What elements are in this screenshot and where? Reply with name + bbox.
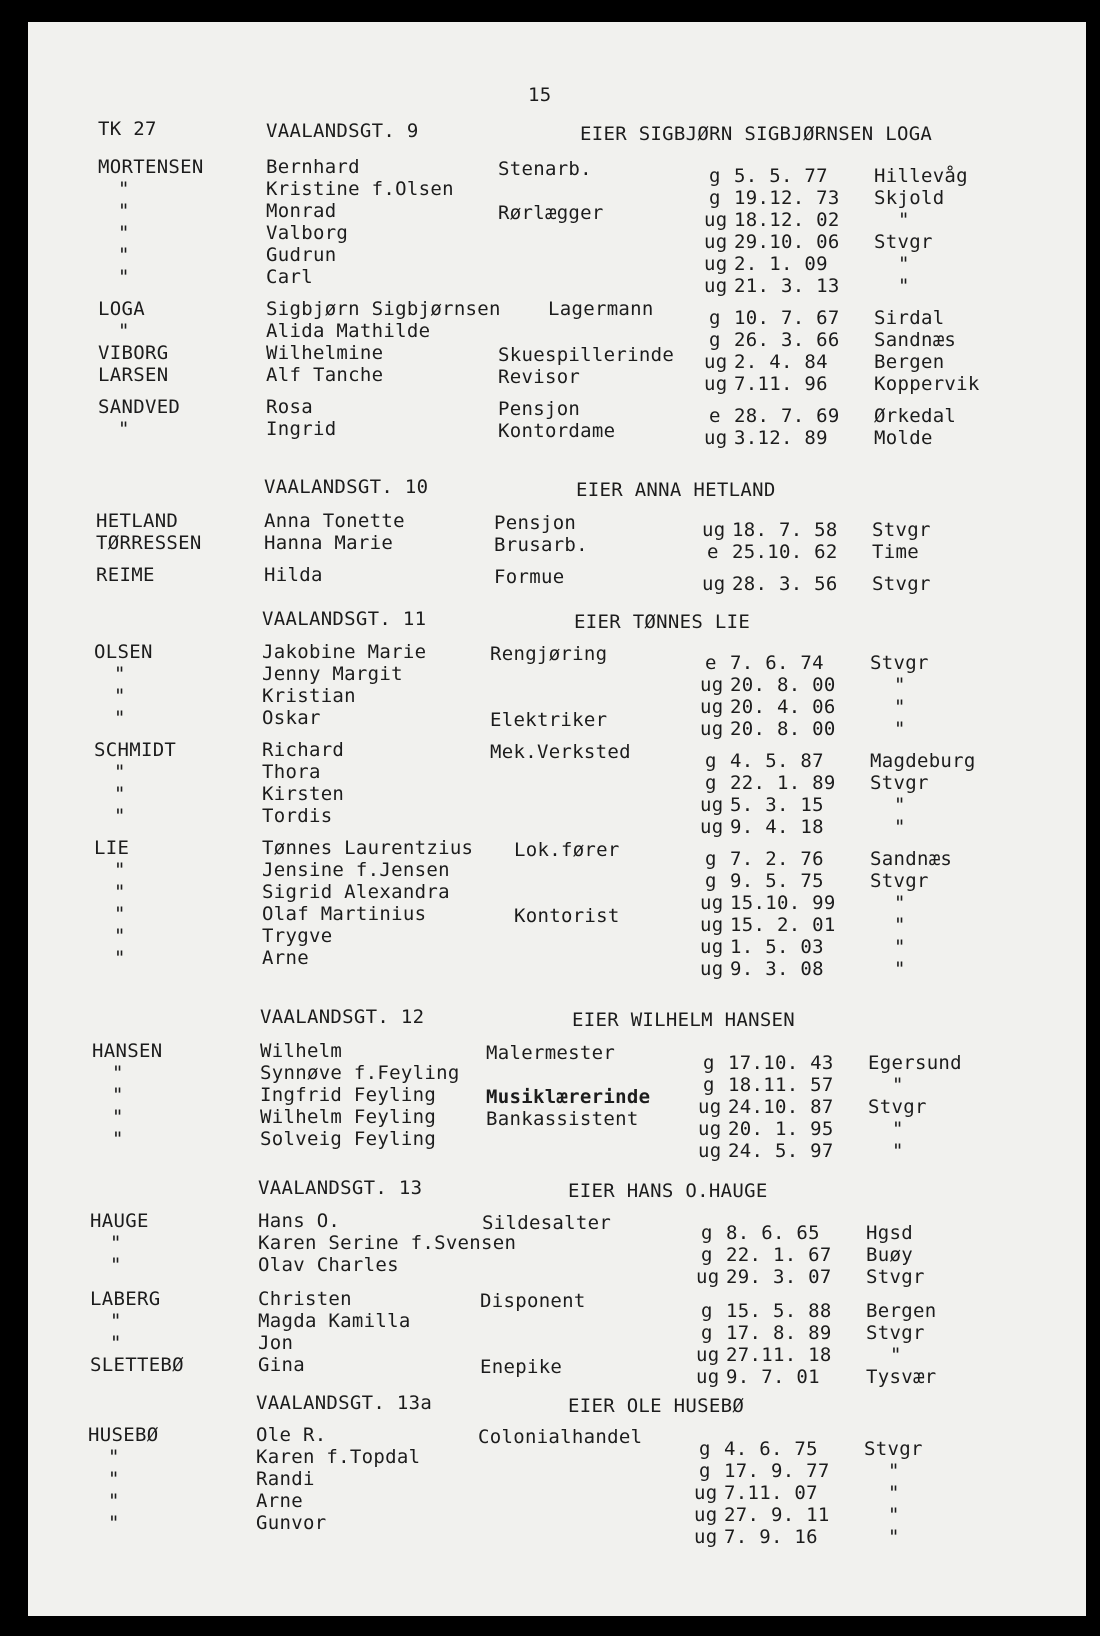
- resident-birthplace: Koppervik: [874, 373, 980, 395]
- resident-marital-status: ug: [700, 794, 724, 816]
- resident-surname: TØRRESSEN: [96, 532, 202, 554]
- resident-birthplace: ": [894, 696, 906, 718]
- resident-occupation: Brusarb.: [494, 534, 588, 556]
- resident-occupation: Sildesalter: [482, 1212, 612, 1234]
- resident-surname: ": [110, 1332, 122, 1354]
- resident-marital-status: ug: [700, 936, 724, 958]
- resident-birth-date: 4. 5. 87: [730, 750, 824, 772]
- resident-surname: ": [114, 859, 126, 881]
- resident-surname: MORTENSEN: [98, 156, 204, 178]
- resident-birth-date: 7. 9. 16: [724, 1526, 818, 1548]
- resident-surname: ": [118, 320, 130, 342]
- resident-marital-status: g: [703, 1052, 715, 1074]
- resident-surname: ": [112, 1084, 124, 1106]
- resident-surname: ": [114, 947, 126, 969]
- resident-birth-date: 9. 4. 18: [730, 816, 824, 838]
- resident-birthplace: ": [894, 718, 906, 740]
- owner-label: EIER TØNNES LIE: [574, 611, 751, 633]
- resident-birth-date: 21. 3. 13: [734, 275, 840, 297]
- resident-marital-status: g: [705, 750, 717, 772]
- resident-name: Jensine f.Jensen: [262, 859, 450, 881]
- resident-birthplace: ": [894, 674, 906, 696]
- resident-name: Alf Tanche: [266, 364, 384, 386]
- resident-birthplace: Skjold: [874, 187, 945, 209]
- resident-marital-status: ug: [700, 816, 724, 838]
- resident-birth-date: 7. 6. 74: [730, 652, 824, 674]
- resident-surname: ": [112, 1128, 124, 1150]
- resident-marital-status: ug: [700, 696, 724, 718]
- resident-occupation: Rørlægger: [498, 202, 604, 224]
- resident-birthplace: ": [894, 936, 906, 958]
- resident-name: Kristian: [262, 685, 356, 707]
- resident-surname: ": [108, 1446, 120, 1468]
- resident-marital-status: g: [703, 1074, 715, 1096]
- resident-marital-status: ug: [696, 1266, 720, 1288]
- resident-name: Wilhelm Feyling: [260, 1106, 437, 1128]
- resident-surname: ": [108, 1512, 120, 1534]
- resident-name: Trygve: [262, 925, 333, 947]
- resident-birth-date: 10. 7. 67: [734, 307, 840, 329]
- resident-surname: HANSEN: [92, 1040, 163, 1062]
- resident-birth-date: 28. 7. 69: [734, 405, 840, 427]
- resident-name: Ole R.: [256, 1424, 327, 1446]
- resident-name: Thora: [262, 761, 321, 783]
- resident-birth-date: 9. 3. 08: [730, 958, 824, 980]
- resident-birthplace: Magdeburg: [870, 750, 976, 772]
- street-address: VAALANDSGT. 13: [258, 1177, 423, 1199]
- resident-marital-status: ug: [698, 1096, 722, 1118]
- owner-label: EIER OLE HUSEBØ: [568, 1395, 745, 1417]
- resident-birth-date: 17. 9. 77: [724, 1460, 830, 1482]
- street-address: VAALANDSGT. 10: [264, 476, 429, 498]
- resident-marital-status: g: [705, 772, 717, 794]
- resident-marital-status: ug: [700, 892, 724, 914]
- resident-birth-date: 27. 9. 11: [724, 1504, 830, 1526]
- resident-birthplace: ": [890, 1344, 902, 1366]
- resident-surname: VIBORG: [98, 342, 169, 364]
- owner-label: EIER WILHELM HANSEN: [572, 1009, 796, 1031]
- resident-occupation: Stenarb.: [498, 158, 592, 180]
- resident-name: Alida Mathilde: [266, 320, 431, 342]
- resident-marital-status: ug: [700, 718, 724, 740]
- resident-birthplace: Molde: [874, 427, 933, 449]
- resident-name: Ingfrid Feyling: [260, 1084, 437, 1106]
- resident-marital-status: g: [701, 1244, 713, 1266]
- resident-surname: ": [108, 1468, 120, 1490]
- resident-surname: ": [114, 903, 126, 925]
- resident-birthplace: Sirdal: [874, 307, 945, 329]
- resident-name: Carl: [266, 266, 313, 288]
- resident-surname: SCHMIDT: [94, 739, 177, 761]
- resident-name: Olaf Martinius: [262, 903, 427, 925]
- resident-birthplace: Tysvær: [866, 1366, 937, 1388]
- resident-surname: ": [118, 266, 130, 288]
- resident-occupation: Mek.Verksted: [490, 741, 631, 763]
- resident-birth-date: 27.11. 18: [726, 1344, 832, 1366]
- resident-birthplace: Egersund: [868, 1052, 962, 1074]
- resident-birth-date: 25.10. 62: [732, 541, 838, 563]
- resident-marital-status: g: [709, 165, 721, 187]
- resident-birthplace: ": [892, 1140, 904, 1162]
- resident-birthplace: Time: [872, 541, 919, 563]
- resident-marital-status: g: [705, 870, 717, 892]
- street-address: VAALANDSGT. 12: [260, 1006, 425, 1028]
- resident-name: Wilhelmine: [266, 342, 384, 364]
- owner-label: EIER HANS O.HAUGE: [568, 1180, 768, 1202]
- resident-surname: ": [108, 1490, 120, 1512]
- resident-name: Ingrid: [266, 418, 337, 440]
- resident-marital-status: g: [709, 329, 721, 351]
- resident-marital-status: e: [705, 652, 717, 674]
- resident-surname: ": [114, 707, 126, 729]
- resident-marital-status: g: [705, 848, 717, 870]
- district-label: TK 27: [98, 118, 157, 140]
- resident-marital-status: e: [709, 405, 721, 427]
- resident-name: Karen f.Topdal: [256, 1446, 421, 1468]
- resident-birthplace: ": [888, 1482, 900, 1504]
- resident-birthplace: ": [894, 794, 906, 816]
- resident-marital-status: ug: [702, 573, 726, 595]
- resident-name: Anna Tonette: [264, 510, 405, 532]
- resident-surname: HUSEBØ: [88, 1424, 159, 1446]
- resident-marital-status: ug: [694, 1504, 718, 1526]
- resident-birth-date: 5. 3. 15: [730, 794, 824, 816]
- resident-birth-date: 19.12. 73: [734, 187, 840, 209]
- resident-occupation: Disponent: [480, 1290, 586, 1312]
- resident-marital-status: ug: [700, 674, 724, 696]
- resident-name: Kirsten: [262, 783, 345, 805]
- resident-birthplace: ": [888, 1504, 900, 1526]
- resident-birthplace: Bergen: [874, 351, 945, 373]
- resident-marital-status: ug: [696, 1366, 720, 1388]
- resident-name: Oskar: [262, 707, 321, 729]
- resident-birth-date: 18.11. 57: [728, 1074, 834, 1096]
- resident-name: Jenny Margit: [262, 663, 403, 685]
- resident-marital-status: g: [699, 1460, 711, 1482]
- resident-name: Randi: [256, 1468, 315, 1490]
- resident-birthplace: ": [888, 1526, 900, 1548]
- resident-birth-date: 7.11. 07: [724, 1482, 818, 1504]
- resident-name: Magda Kamilla: [258, 1310, 411, 1332]
- resident-marital-status: ug: [704, 231, 728, 253]
- resident-surname: ": [110, 1254, 122, 1276]
- resident-occupation: Elektriker: [490, 709, 608, 731]
- resident-birthplace: ": [894, 816, 906, 838]
- resident-birthplace: Hillevåg: [874, 165, 968, 187]
- resident-birth-date: 20. 8. 00: [730, 674, 836, 696]
- resident-surname: LARSEN: [98, 364, 169, 386]
- street-address: VAALANDSGT. 11: [262, 608, 427, 630]
- resident-birthplace: Hgsd: [866, 1222, 913, 1244]
- resident-marital-status: g: [709, 307, 721, 329]
- resident-marital-status: ug: [704, 351, 728, 373]
- resident-birthplace: Stvgr: [874, 231, 933, 253]
- resident-marital-status: g: [701, 1222, 713, 1244]
- resident-birth-date: 24. 5. 97: [728, 1140, 834, 1162]
- resident-surname: ": [118, 222, 130, 244]
- resident-birthplace: Ørkedal: [874, 405, 957, 427]
- resident-birthplace: ": [894, 914, 906, 936]
- resident-birth-date: 29. 3. 07: [726, 1266, 832, 1288]
- resident-birth-date: 22. 1. 67: [726, 1244, 832, 1266]
- resident-surname: ": [114, 881, 126, 903]
- resident-birth-date: 4. 6. 75: [724, 1438, 818, 1460]
- resident-marital-status: g: [701, 1300, 713, 1322]
- resident-birthplace: Stvgr: [868, 1096, 927, 1118]
- resident-surname: SANDVED: [98, 396, 181, 418]
- resident-birth-date: 26. 3. 66: [734, 329, 840, 351]
- resident-marital-status: e: [707, 541, 719, 563]
- resident-birth-date: 8. 6. 65: [726, 1222, 820, 1244]
- resident-occupation: Rengjøring: [490, 643, 608, 665]
- resident-surname: OLSEN: [94, 641, 153, 663]
- resident-birth-date: 2. 1. 09: [734, 253, 828, 275]
- resident-birthplace: Stvgr: [864, 1438, 923, 1460]
- census-page: [28, 22, 1086, 1616]
- resident-occupation: Lok.fører: [514, 839, 620, 861]
- resident-birthplace: ": [888, 1460, 900, 1482]
- resident-birth-date: 20. 1. 95: [728, 1118, 834, 1140]
- resident-name: Richard: [262, 739, 345, 761]
- resident-marital-status: ug: [704, 427, 728, 449]
- resident-marital-status: ug: [694, 1482, 718, 1504]
- resident-birth-date: 2. 4. 84: [734, 351, 828, 373]
- resident-birthplace: Stvgr: [866, 1266, 925, 1288]
- resident-birthplace: ": [898, 275, 910, 297]
- resident-birthplace: Bergen: [866, 1300, 937, 1322]
- resident-surname: ": [118, 200, 130, 222]
- resident-marital-status: ug: [704, 373, 728, 395]
- resident-surname: LIE: [94, 837, 130, 859]
- resident-name: Arne: [262, 947, 309, 969]
- resident-birthplace: Sandnæs: [874, 329, 957, 351]
- resident-name: Hilda: [264, 564, 323, 586]
- resident-name: Kristine f.Olsen: [266, 178, 454, 200]
- resident-surname: ": [118, 244, 130, 266]
- resident-occupation: Skuespillerinde: [498, 344, 675, 366]
- resident-birth-date: 20. 8. 00: [730, 718, 836, 740]
- resident-birth-date: 9. 7. 01: [726, 1366, 820, 1388]
- resident-name: Sigbjørn Sigbjørnsen: [266, 298, 501, 320]
- resident-birth-date: 1. 5. 03: [730, 936, 824, 958]
- resident-birth-date: 5. 5. 77: [734, 165, 828, 187]
- resident-birthplace: ": [892, 1074, 904, 1096]
- resident-birthplace: Sandnæs: [870, 848, 953, 870]
- resident-name: Solveig Feyling: [260, 1128, 437, 1150]
- resident-birthplace: ": [898, 209, 910, 231]
- resident-marital-status: ug: [700, 914, 724, 936]
- resident-name: Gudrun: [266, 244, 337, 266]
- street-address: VAALANDSGT. 13a: [256, 1392, 433, 1414]
- owner-label: EIER SIGBJØRN SIGBJØRNSEN LOGA: [580, 123, 933, 145]
- resident-marital-status: g: [699, 1438, 711, 1460]
- resident-marital-status: ug: [698, 1118, 722, 1140]
- resident-birthplace: ": [894, 892, 906, 914]
- resident-birth-date: 17.10. 43: [728, 1052, 834, 1074]
- resident-marital-status: ug: [702, 519, 726, 541]
- resident-occupation: Lagermann: [548, 298, 654, 320]
- resident-occupation: Revisor: [498, 366, 581, 388]
- resident-surname: HAUGE: [90, 1210, 149, 1232]
- resident-name: Gunvor: [256, 1512, 327, 1534]
- resident-surname: ": [118, 178, 130, 200]
- resident-surname: SLETTEBØ: [90, 1354, 184, 1376]
- resident-name: Bernhard: [266, 156, 360, 178]
- page-number: 15: [528, 84, 552, 106]
- resident-name: Rosa: [266, 396, 313, 418]
- resident-birth-date: 28. 3. 56: [732, 573, 838, 595]
- resident-name: Wilhelm: [260, 1040, 343, 1062]
- resident-birth-date: 20. 4. 06: [730, 696, 836, 718]
- resident-surname: ": [114, 685, 126, 707]
- resident-name: Arne: [256, 1490, 303, 1512]
- resident-surname: LOGA: [98, 298, 145, 320]
- resident-name: Olav Charles: [258, 1254, 399, 1276]
- resident-name: Monrad: [266, 200, 337, 222]
- resident-occupation: Musiklærerinde: [486, 1086, 651, 1108]
- resident-surname: ": [110, 1310, 122, 1332]
- resident-occupation: Malermester: [486, 1042, 616, 1064]
- resident-occupation: Bankassistent: [486, 1108, 639, 1130]
- resident-birthplace: Buøy: [866, 1244, 913, 1266]
- resident-birth-date: 7.11. 96: [734, 373, 828, 395]
- resident-occupation: Pensjon: [498, 398, 581, 420]
- resident-occupation: Formue: [494, 566, 565, 588]
- resident-birth-date: 22. 1. 89: [730, 772, 836, 794]
- resident-name: Jon: [258, 1332, 294, 1354]
- owner-label: EIER ANNA HETLAND: [576, 479, 776, 501]
- resident-surname: ": [114, 805, 126, 827]
- resident-birth-date: 18. 7. 58: [732, 519, 838, 541]
- resident-birthplace: Stvgr: [866, 1322, 925, 1344]
- resident-birthplace: Stvgr: [870, 772, 929, 794]
- resident-birth-date: 17. 8. 89: [726, 1322, 832, 1344]
- resident-surname: ": [114, 663, 126, 685]
- resident-birthplace: ": [898, 253, 910, 275]
- resident-marital-status: g: [709, 187, 721, 209]
- street-address: VAALANDSGT. 9: [266, 120, 419, 142]
- resident-birth-date: 3.12. 89: [734, 427, 828, 449]
- resident-surname: ": [112, 1062, 124, 1084]
- resident-name: Hans O.: [258, 1210, 341, 1232]
- resident-name: Synnøve f.Feyling: [260, 1062, 460, 1084]
- resident-name: Sigrid Alexandra: [262, 881, 450, 903]
- resident-birthplace: Stvgr: [872, 573, 931, 595]
- resident-name: Gina: [258, 1354, 305, 1376]
- resident-marital-status: ug: [704, 275, 728, 297]
- resident-birthplace: ": [894, 958, 906, 980]
- resident-birth-date: 9. 5. 75: [730, 870, 824, 892]
- resident-surname: ": [118, 418, 130, 440]
- resident-birth-date: 7. 2. 76: [730, 848, 824, 870]
- resident-birthplace: Stvgr: [872, 519, 931, 541]
- resident-surname: ": [114, 925, 126, 947]
- resident-occupation: Pensjon: [494, 512, 577, 534]
- resident-birth-date: 15.10. 99: [730, 892, 836, 914]
- resident-surname: ": [112, 1106, 124, 1128]
- resident-birth-date: 18.12. 02: [734, 209, 840, 231]
- resident-name: Christen: [258, 1288, 352, 1310]
- resident-name: Hanna Marie: [264, 532, 394, 554]
- resident-occupation: Kontorist: [514, 905, 620, 927]
- resident-birth-date: 15. 2. 01: [730, 914, 836, 936]
- resident-surname: LABERG: [90, 1288, 161, 1310]
- resident-occupation: Colonialhandel: [478, 1426, 643, 1448]
- resident-marital-status: ug: [696, 1344, 720, 1366]
- resident-birthplace: Stvgr: [870, 870, 929, 892]
- resident-surname: REIME: [96, 564, 155, 586]
- resident-birth-date: 15. 5. 88: [726, 1300, 832, 1322]
- resident-occupation: Kontordame: [498, 420, 616, 442]
- resident-occupation: Enepike: [480, 1356, 563, 1378]
- resident-surname: ": [110, 1232, 122, 1254]
- resident-surname: ": [114, 761, 126, 783]
- resident-birthplace: Stvgr: [870, 652, 929, 674]
- resident-name: Jakobine Marie: [262, 641, 427, 663]
- resident-marital-status: g: [701, 1322, 713, 1344]
- resident-marital-status: ug: [704, 209, 728, 231]
- resident-name: Tordis: [262, 805, 333, 827]
- resident-surname: HETLAND: [96, 510, 179, 532]
- resident-name: Karen Serine f.Svensen: [258, 1232, 517, 1254]
- resident-name: Valborg: [266, 222, 349, 244]
- resident-marital-status: ug: [704, 253, 728, 275]
- resident-marital-status: ug: [700, 958, 724, 980]
- resident-surname: ": [114, 783, 126, 805]
- resident-marital-status: ug: [698, 1140, 722, 1162]
- resident-name: Tønnes Laurentzius: [262, 837, 474, 859]
- resident-birthplace: ": [892, 1118, 904, 1140]
- resident-marital-status: ug: [694, 1526, 718, 1548]
- resident-birth-date: 24.10. 87: [728, 1096, 834, 1118]
- resident-birth-date: 29.10. 06: [734, 231, 840, 253]
